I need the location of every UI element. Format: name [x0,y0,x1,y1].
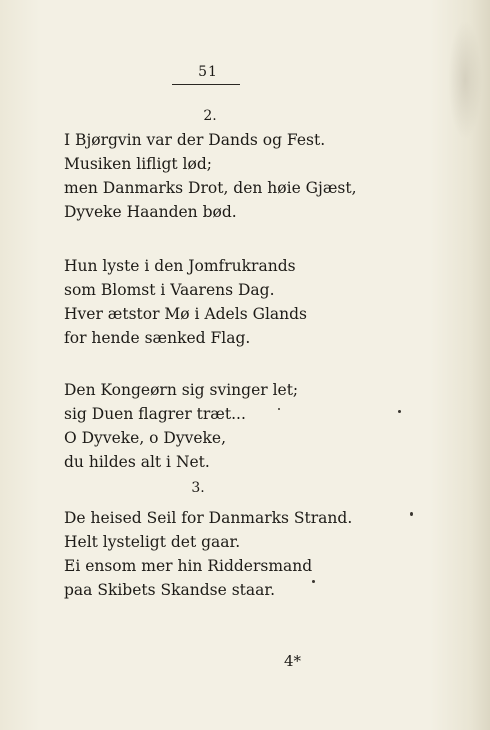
verse-line: Hun lyste i den Jomfrukrands [64,257,296,275]
verse-line: paa Skibets Skandse staar. [64,581,276,599]
verse-line: O Dyveke, o Dyveke, [64,429,227,447]
section-number-3: 3. [191,480,205,496]
verse-line: som Blomst i Vaarens Dag. [64,281,275,299]
verse-line: Den Kongeørn sig svinger let; [64,381,299,399]
header-rule [172,84,240,85]
verse-line: I Bjørgvin var der Dands og Fest. [64,131,326,149]
ink-speck [410,512,413,516]
verse-line: De heised Seil for Danmarks Strand. [64,509,353,527]
page-stain [448,20,482,140]
stanza-4 [64,506,352,602]
verse-line: men Danmarks Drot, den høie Gjæst, [64,179,357,197]
verse-line: Ei ensom mer hin Riddersmand [64,557,313,575]
page-number: 51 [198,64,218,80]
stanza-1 [64,128,357,224]
verse-line: sig Duen flagrer træt... [64,405,246,423]
verse-line: for hende sænked Flag. [64,329,251,347]
verse-line: Dyveke Haanden bød. [64,203,237,221]
verse-line: Helt lysteligt det gaar. [64,533,241,551]
signature-mark: 4* [284,652,302,670]
verse-line: Musiken lifligt lød; [64,155,212,173]
stanza-2 [64,254,307,350]
ink-speck [312,580,315,583]
ink-speck [278,408,280,410]
verse-line: du hildes alt i Net. [64,453,210,471]
section-number-2: 2. [203,108,217,124]
stanza-3 [64,378,298,474]
verse-line: Hver ætstor Mø i Adels Glands [64,305,308,323]
ink-speck [398,410,401,413]
